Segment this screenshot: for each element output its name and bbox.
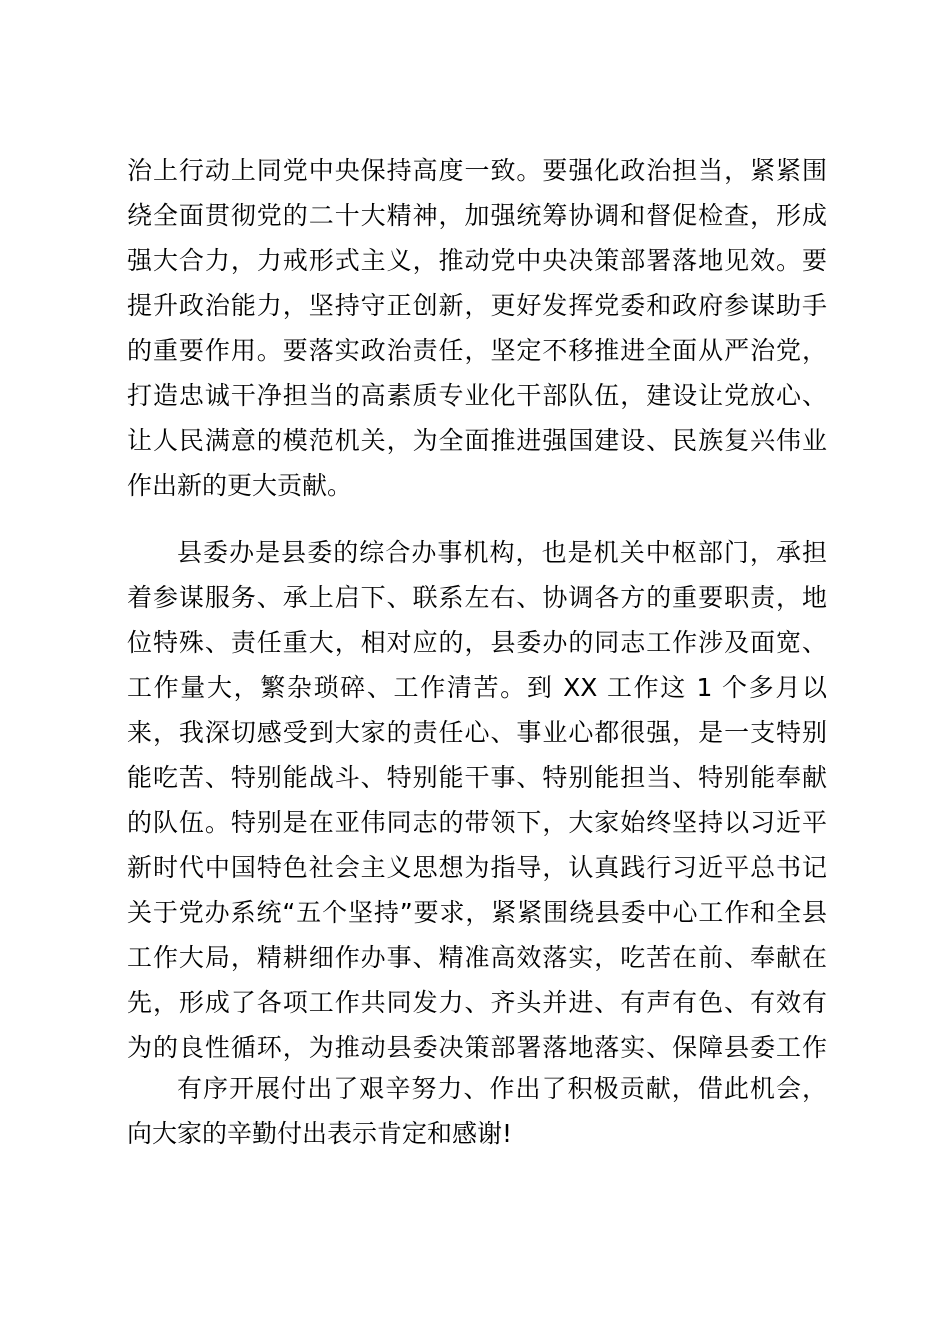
paragraph-line: 的队伍。特别是在亚伟同志的带领下，大家始终坚持以习近平 bbox=[127, 808, 827, 837]
paragraph-line: 着参谋服务、承上启下、联系左右、协调各方的重要职责，地 bbox=[127, 583, 827, 612]
paragraph-2 bbox=[127, 530, 827, 1070]
paragraph-line: 能吃苦、特别能战斗、特别能干事、特别能担当、特别能奉献 bbox=[127, 763, 827, 792]
paragraph-line: 为的良性循环，为推动县委决策部署落地落实、保障县委工作 bbox=[127, 1033, 827, 1062]
paragraph-line: 工作大局，精耕细作办事、精准高效落实，吃苦在前、奉献在 bbox=[127, 943, 827, 972]
paragraph-line: 提升政治能力，坚持守正创新，更好发挥党委和政府参谋助手 bbox=[127, 291, 827, 320]
paragraph-line: 新时代中国特色社会主义思想为指导，认真践行习近平总书记 bbox=[127, 853, 827, 882]
paragraph-line: 关于党办系统“五个坚持”要求，紧紧围绕县委中心工作和全县 bbox=[127, 898, 827, 927]
paragraph-line: 的重要作用。要落实政治责任，坚定不移推进全面从严治党， bbox=[127, 336, 827, 365]
paragraph-line: 让人民满意的模范机关，为全面推进强国建设、民族复兴伟业 bbox=[127, 426, 827, 455]
paragraph-line: 有序开展付出了艰辛努力、作出了积极贡献，借此机会， bbox=[177, 1074, 827, 1103]
paragraph-1 bbox=[127, 148, 827, 508]
paragraph-line: 打造忠诚干净担当的高素质专业化干部队伍，建设让党放心、 bbox=[127, 381, 827, 410]
paragraph-line: 强大合力，力戒形式主义，推动党中央决策部署落地见效。要 bbox=[127, 246, 827, 275]
paragraph-line: 向大家的辛勤付出表示肯定和感谢! bbox=[127, 1119, 513, 1148]
paragraph-line: 来，我深切感受到大家的责任心、事业心都很强，是一支特别 bbox=[127, 718, 827, 747]
paragraph-line: 位特殊、责任重大，相对应的，县委办的同志工作涉及面宽、 bbox=[127, 628, 827, 657]
paragraph-3 bbox=[127, 1066, 827, 1156]
paragraph-line: 治上行动上同党中央保持高度一致。要强化政治担当，紧紧围 bbox=[127, 156, 827, 185]
paragraph-line: 县委办是县委的综合办事机构，也是机关中枢部门，承担 bbox=[177, 538, 827, 567]
paragraph-line: 工作量大，繁杂琐碎、工作清苦。到 XX 工作这 1 个多月以 bbox=[127, 673, 827, 702]
paragraph-line: 作出新的更大贡献。 bbox=[127, 471, 353, 500]
paragraph-line: 绕全面贯彻党的二十大精神，加强统筹协调和督促检查，形成 bbox=[127, 201, 827, 230]
paragraph-line: 先，形成了各项工作共同发力、齐头并进、有声有色、有效有 bbox=[127, 988, 827, 1017]
